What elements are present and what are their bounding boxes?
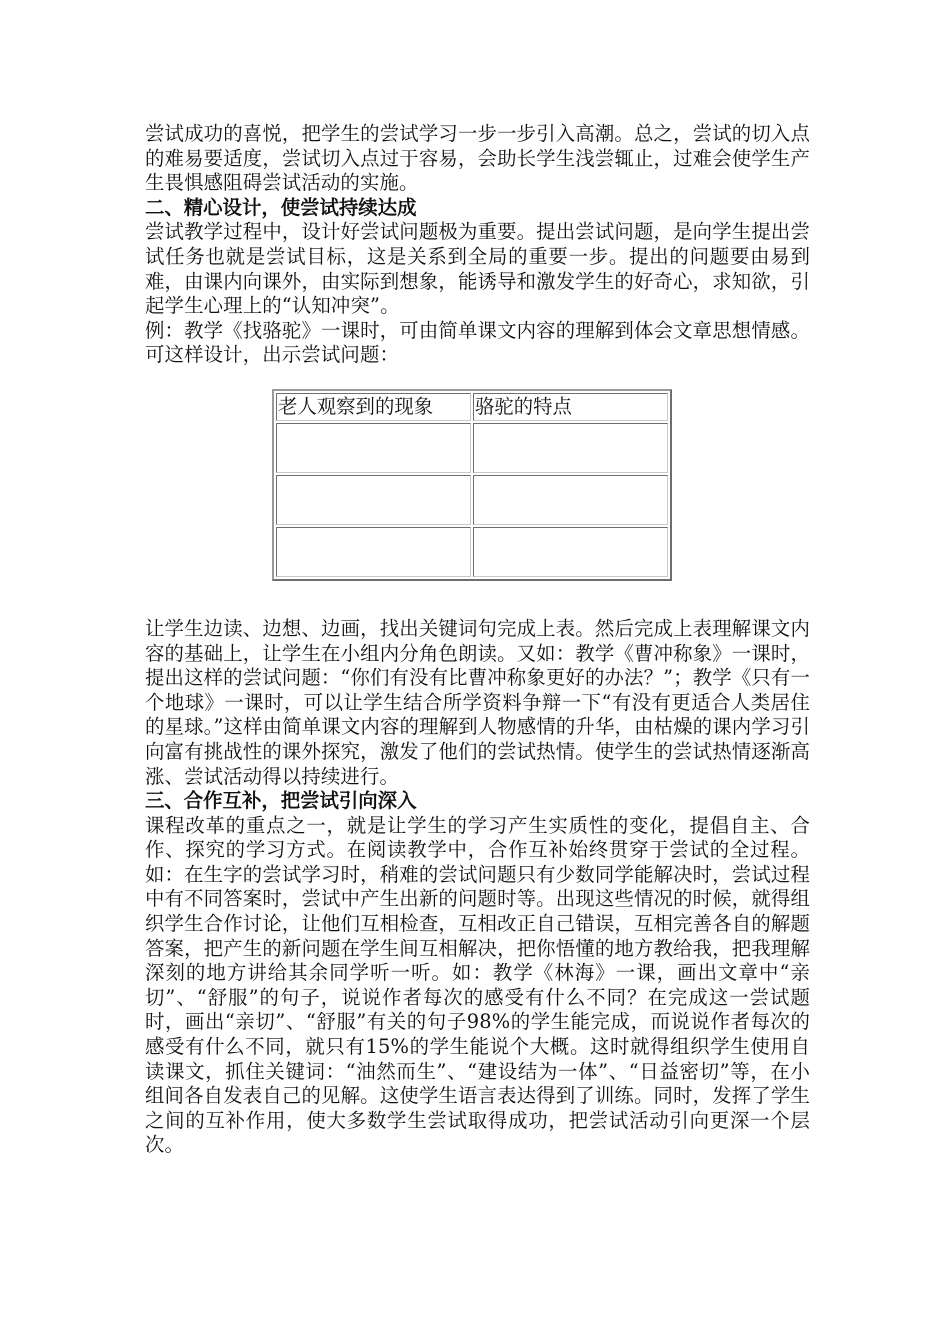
table-cell [473, 527, 668, 577]
observation-table [272, 389, 672, 581]
table-cell [473, 423, 668, 473]
section-2-paragraph-3: 让学生边读、边想、边画，找出关键词句完成上表。然后完成上表理解课文内容的基础上，让学生在小组内分角色朗读。又如：教学《曹冲称象》一课时，提出这样的尝试问题：“你们有没有比曹冲称象更好的办法？”；教学《只有一个地球》一课时，可以让学生结合所学资料争辩一下“有没有更适合人类居住的星球。”这样由简单课文内容的理解到人物感情的升华，由枯燥的课内学习引向富有挑战性的课外探究，激发了他们的尝试热情。使学生的尝试热情逐渐高涨、尝试活动得以持续进行。 [145, 616, 810, 788]
table-row [276, 423, 668, 473]
table-cell [276, 423, 471, 473]
table-header-row [276, 393, 668, 421]
table-row [276, 527, 668, 577]
table-cell [276, 527, 471, 577]
intro-paragraph: 尝试成功的喜悦，把学生的尝试学习一步一步引入高潮。总之，尝试的切入点的难易要适度，尝试切入点过于容易，会助长学生浅尝辄止，过难会使学生产生畏惧感阻碍尝试活动的实施。 [145, 122, 810, 195]
table-header-phenomena: 老人观察到的现象 [276, 393, 471, 421]
table-cell [276, 475, 471, 525]
section-2-heading: 二、精心设计，使尝试持续达成 [145, 195, 417, 219]
section-2-paragraph-1: 尝试教学过程中，设计好尝试问题极为重要。提出尝试问题，是向学生提出尝试任务也就是尝试目标，这是关系到全局的重要一步。提出的问题要由易到难，由课内向课外，由实际到想象，能诱导和激发学生的好奇心，求知欲，引起学生心理上的“认知冲突”。 [145, 220, 810, 318]
section-3-heading: 三、合作互补，把尝试引向深入 [145, 789, 417, 813]
table-header-camel-traits: 骆驼的特点 [473, 393, 668, 421]
document-page [145, 122, 810, 1158]
table-row [276, 475, 668, 525]
observation-table-wrapper [145, 389, 810, 581]
section-2-paragraph-2: 例：教学《找骆驼》一课时，可由简单课文内容的理解到体会文章思想情感。可这样设计，出示尝试问题： [145, 318, 810, 367]
table-cell [473, 475, 668, 525]
section-3-paragraph-1: 课程改革的重点之一，就是让学生的学习产生实质性的变化，提倡自主、合作、探究的学习方式。在阅读教学中，合作互补始终贯穿于尝试的全过程。如：在生字的尝试学习时，稍难的尝试问题只有少数同学能解决时，尝试过程中有不同答案时，尝试中产生出新的问题时等。出现这些情况的时候，就得组织学生合作讨论，让他们互相检查，互相改正自己错误，互相完善各自的解题答案，把产生的新问题在学生间互相解决，把你悟懂的地方教给我，把我理解深刻的地方讲给其余同学听一听。如：教学《林海》一课，画出文章中“亲切”、“舒服”的句子，说说作者每次的感受有什么不同？在完成这一尝试题时，画出“亲切”、“舒服”有关的句子98%的学生能完成，而说说作者每次的感受有什么不同，就只有15%的学生能说个大概。这时就得组织学生使用自读课文，抓住关键词：“油然而生”、“建设结为一体”、“日益密切”等，在小组间各自发表自己的见解。这使学生语言表达得到了训练。同时，发挥了学生之间的互补作用，使大多数学生尝试取得成功，把尝试活动引向更深一个层次。 [145, 813, 810, 1157]
